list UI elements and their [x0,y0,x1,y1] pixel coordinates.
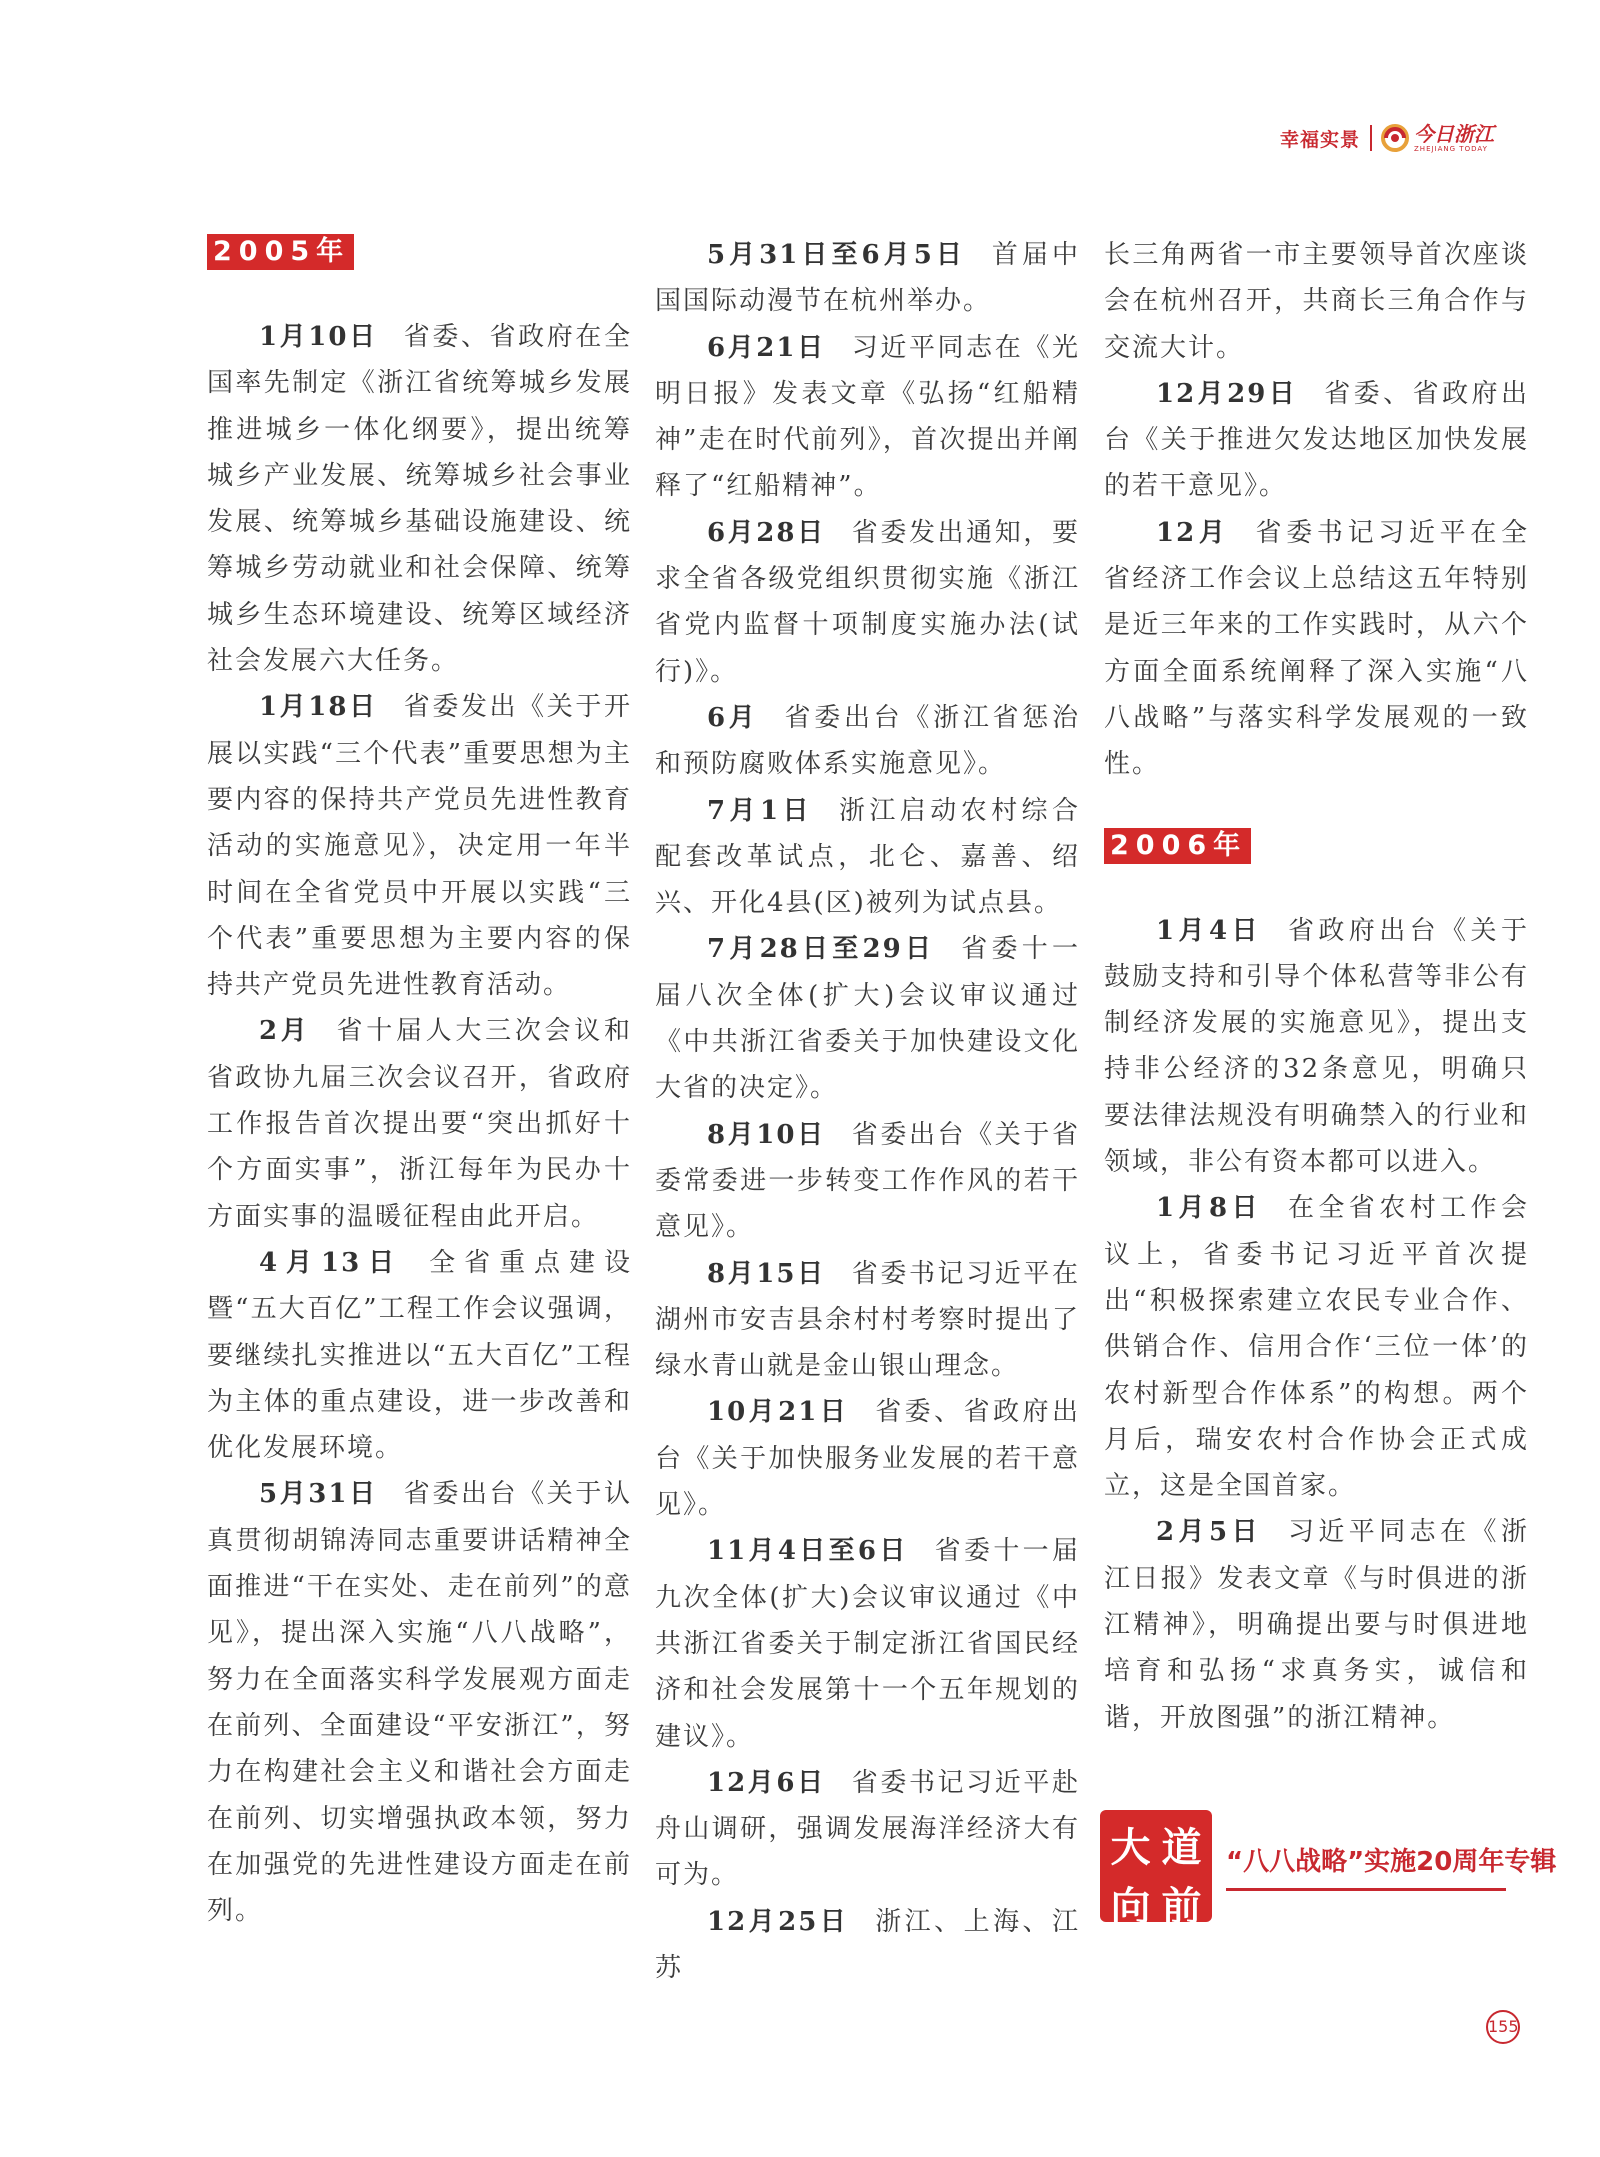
chronicle-entry [207,1471,632,1934]
page-number: 155 [1486,2010,1520,2044]
entry-date: 4月13日 [259,1247,404,1278]
entry-text: 省委、省政府出台《关于加快服务业发展的若干意见》。 [655,1397,1080,1521]
publication-logo [1380,123,1494,153]
entry-date: 12月29日 [1156,378,1299,409]
seal-char: 向 [1110,1883,1151,1930]
entry-text: 浙江启动农村综合配套改革试点，北仑、嘉善、绍兴、开化4县(区)被列为试点县。 [655,795,1080,919]
entry-date: 11月4日至6日 [707,1536,909,1567]
entry-date: 8月15日 [707,1258,826,1289]
entry-text: 首届中国国际动漫节在杭州举办。 [655,240,1080,317]
entries-list [207,314,632,1934]
logo-english-name: ZHEJIANG TODAY [1414,144,1488,153]
entry-date: 8月10日 [707,1119,826,1150]
banner-underline [1226,1888,1506,1891]
chronicle-entry [655,1389,1080,1528]
chronicle-entry [655,695,1080,788]
logo-swirl-icon [1380,123,1410,153]
entry-text: 省委书记习近平在湖州市安吉县余村村考察时提出了绿水青山就是金山银山理念。 [655,1258,1080,1382]
year-tag: 2005年 [207,234,354,270]
entry-date: 1月18日 [259,692,378,723]
chronicle-entry [1104,510,1529,788]
entry-date: 6月28日 [707,517,826,548]
entries-list [655,232,1080,1991]
entry-text: 浙江、上海、江苏 [655,1906,1080,1983]
entry-date: 12月6日 [707,1767,826,1798]
entry-date: 7月28日至29日 [707,934,936,965]
entries-list [1104,908,1529,1741]
chronicle-entry [1104,1185,1529,1509]
entry-text: 省委十一届八次全体(扩大)会议审议通过《中共浙江省委关于加快建设文化大省的决定》。 [655,934,1080,1104]
entry-date: 5月31日至6月5日 [707,240,966,270]
entry-date: 1月8日 [1156,1193,1262,1224]
column-2 [655,232,1080,1991]
entry-text: 习近平同志在《浙江日报》发表文章《与时俱进的浙江精神》，明确提出要与时俱进地培育和弘扬“求真务实，诚信和谐，开放图强”的浙江精神。 [1104,1517,1529,1733]
section-label: 幸福实景 [1280,128,1361,151]
entry-text: 省委书记习近平在全省经济工作会议上总结这五年特别是近三年来的工作实践时，从六个方面全面系统阐释了深入实施“八八战略”与落实科学发展观的一致性。 [1104,517,1529,780]
chronicle-entry [655,510,1080,695]
chronicle-entry [655,1899,1080,1992]
entry-text: 省委、省政府在全国率先制定《浙江省统筹城乡发展推进城乡一体化纲要》，提出统筹城乡产业发展、统筹城乡社会事业发展、统筹城乡基础设施建设、统筹城乡劳动就业和社会保障、统筹城乡生态环境建设、统筹区域经济社会发展六大任务。 [207,322,632,677]
chronicle-entry [207,684,632,1008]
entry-date: 6月 [707,702,759,733]
entry-date: 7月1日 [707,795,813,826]
logo-chinese-name: 今日浙江 [1414,121,1495,146]
entry-text: 省十届人大三次会议和省政协九届三次会议召开，省政府工作报告首次提出要“突出抓好十个方面实事”，浙江每年为民办十方面实事的温暖征程由此开启。 [207,1016,632,1232]
year-heading-2006 [1104,828,1529,864]
entry-text: 省委出台《浙江省惩治和预防腐败体系实施意见》。 [655,702,1080,780]
chronicle-entry [655,926,1080,1111]
entries-list [1104,232,1529,788]
chronicle-entry [655,788,1080,927]
chronicle-entry [655,1251,1080,1390]
page-header [1280,118,1494,158]
chronicle-entry [1104,232,1529,371]
chronicle-entry [1104,908,1529,1186]
chronicle-entry [655,1760,1080,1899]
entry-date: 6月21日 [707,332,826,363]
entry-text: 习近平同志在《光明日报》发表文章《弘扬“红船精神”走在时代前列》，首次提出并阐释了“红船精神”。 [655,332,1080,502]
chronicle-entry [655,1528,1080,1759]
entry-text: 在全省农村工作会议上，省委书记习近平首次提出“积极探索建立农民专业合作、供销合作、信用合作‘三位一体’的农村新型合作体系”的构想。两个月后，瑞安农村合作协会正式成立，这是全国首家。 [1104,1193,1529,1502]
seal-char: 大 [1110,1824,1151,1871]
entry-date: 5月31日 [259,1479,378,1510]
seal-stamp [1100,1810,1212,1930]
entry-text: 全省重点建设暨“五大百亿”工程工作会议强调，要继续扎实推进以“五大百亿”工程为主体的重点建设，进一步改善和优化发展环境。 [207,1247,632,1464]
seal-char: 前 [1161,1883,1202,1930]
entry-text: 省委、省政府出台《关于推进欠发达地区加快发展的若干意见》。 [1104,378,1529,502]
entry-text: 省政府出台《关于鼓励支持和引导个体私营等非公有制经济发展的实施意见》，提出支持非公经济的32条意见，明确只要法律法规没有明确禁入的行业和领域，非公有资本都可以进入。 [1104,915,1529,1178]
chronicle-entry [207,1240,632,1471]
chronicle-entry [207,1008,632,1239]
entry-date: 1月10日 [259,322,378,352]
year-heading-2005 [207,234,632,270]
chronicle-entry [655,325,1080,510]
entry-text: 省委十一届九次全体(扩大)会议审议通过《中共浙江省委关于制定浙江省国民经济和社会发展第十一个五年规划的建议》。 [655,1536,1080,1752]
chronicle-entry [207,314,632,684]
entry-text: 省委发出通知，要求全省各级党组织贯彻实施《浙江省党内监督十项制度实施办法(试行)》。 [655,517,1080,687]
chronicle-entry [1104,371,1529,510]
entry-date: 2月 [259,1016,311,1047]
entry-text: 长三角两省一市主要领导首次座谈会在杭州召开，共商长三角合作与交流大计。 [1104,240,1529,363]
entry-date: 1月4日 [1156,915,1262,946]
seal-char: 道 [1161,1824,1202,1871]
chronicle-entry [655,1112,1080,1251]
column-3 [1104,232,1529,1741]
entry-text: 省委出台《关于省委常委进一步转变工作作风的若干意见》。 [655,1119,1080,1243]
banner-title: “八八战略”实施20周年专辑 [1226,1847,1557,1877]
column-1 [207,232,632,1934]
entry-date: 12月25日 [707,1906,850,1937]
header-divider [1370,125,1372,151]
entry-text: 省委发出《关于开展以实践“三个代表”重要思想为主要内容的保持共产党员先进性教育活动的实施意见》，决定用一年半时间在全省党员中开展以实践“三个代表”重要思想为主要内容的保持共产党员先进性教育活动。 [207,692,632,1001]
year-tag: 2006年 [1104,828,1251,864]
chronicle-entry [1104,1509,1529,1740]
special-issue-banner [1100,1810,1557,1930]
entry-text: 省委出台《关于认真贯彻胡锦涛同志重要讲话精神全面推进“干在实处、走在前列”的意见》，提出深入实施“八八战略”，努力在全面落实科学发展观方面走在前列、全面建设“平安浙江”，努力在构建社会主义和谐社会方面走在前列、切实增强执政本领，努力在加强党的先进性建设方面走在前列。 [207,1479,632,1927]
chronicle-entry [655,232,1080,325]
entry-date: 2月5日 [1156,1517,1262,1548]
entry-text: 省委书记习近平赴舟山调研，强调发展海洋经济大有可为。 [655,1767,1080,1891]
entry-date: 10月21日 [707,1397,850,1428]
entry-date: 12月 [1156,517,1230,548]
